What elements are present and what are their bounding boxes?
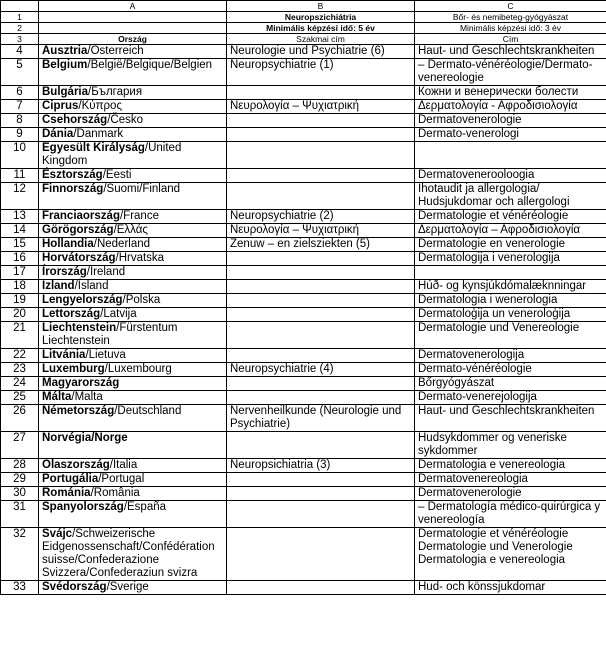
dermatology-title-cell: Dermatologia e venereologia xyxy=(415,459,606,473)
table-row xyxy=(1,142,606,169)
row-number: 32 xyxy=(1,528,39,581)
neuropsychiatry-title-cell: Neurologie und Psychiatrie (6) xyxy=(227,45,415,59)
header-cell-a xyxy=(39,12,227,23)
country-native-name: /United Kingdom xyxy=(42,142,182,167)
header-cell-b: Neuropszichiátria xyxy=(227,12,415,23)
country-cell xyxy=(39,169,227,183)
country-cell xyxy=(39,459,227,473)
neuropsychiatry-title-cell xyxy=(227,266,415,280)
row-number: 19 xyxy=(1,294,39,308)
dermatology-title-cell: Dermatologie et vénéréologie Dermatologie und Venerologie Dermatologia e venereologia xyxy=(415,528,606,581)
header-cell-c: Cím xyxy=(415,34,606,45)
country-name: Lettország xyxy=(42,308,101,320)
country-native-name: /Ísland xyxy=(74,280,109,292)
table-row xyxy=(1,501,606,528)
row-number: 8 xyxy=(1,114,39,128)
neuropsychiatry-title-cell xyxy=(227,169,415,183)
dermatology-title-cell: Dermatovenerooloogia xyxy=(415,169,606,183)
dermatology-title-cell xyxy=(415,266,606,280)
country-name: Ciprus xyxy=(42,100,79,112)
dermatology-title-cell: Dermatovenereologia xyxy=(415,473,606,487)
neuropsychiatry-title-cell: Nervenheilkunde (Neurologie und Psychiatrie) xyxy=(227,405,415,432)
header-row xyxy=(1,12,606,23)
table-row xyxy=(1,266,606,280)
row-number: 22 xyxy=(1,349,39,363)
row-number: 28 xyxy=(1,459,39,473)
dermatology-title-cell xyxy=(415,142,606,169)
dermatology-title-cell: Dermatologija i venerologija xyxy=(415,252,606,266)
country-name: Magyarország xyxy=(42,377,120,389)
table-row xyxy=(1,349,606,363)
country-native-name: /Eesti xyxy=(102,169,132,181)
row-number: 25 xyxy=(1,391,39,405)
row-number: 1 xyxy=(1,12,39,23)
country-native-name: /Κύπρος xyxy=(78,100,122,112)
row-number: 17 xyxy=(1,266,39,280)
country-native-name: /Portugal xyxy=(98,473,145,485)
header-cell-b: Szakmai cím xyxy=(227,34,415,45)
dermatology-title-cell: Dermatologie und Venereologie xyxy=(415,322,606,349)
country-cell xyxy=(39,473,227,487)
neuropsychiatry-title-cell xyxy=(227,183,415,210)
country-name: Románia xyxy=(42,487,91,499)
neuropsychiatry-title-cell xyxy=(227,128,415,142)
row-number: 33 xyxy=(1,581,39,595)
country-cell xyxy=(39,349,227,363)
country-cell xyxy=(39,322,227,349)
neuropsychiatry-title-cell xyxy=(227,294,415,308)
row-number: 12 xyxy=(1,183,39,210)
country-native-name: /België/Belgique/Belgien xyxy=(87,59,213,71)
neuropsychiatry-title-cell xyxy=(227,142,415,169)
country-cell xyxy=(39,528,227,581)
table-row xyxy=(1,128,606,142)
table-row xyxy=(1,280,606,294)
row-number: 13 xyxy=(1,210,39,224)
row-number: 9 xyxy=(1,128,39,142)
country-cell xyxy=(39,308,227,322)
dermatology-title-cell: Húð- og kynsjúkdómalæknningar xyxy=(415,280,606,294)
country-native-name: /Deutschland xyxy=(114,405,182,417)
country-name: Horvátország xyxy=(42,252,116,264)
neuropsychiatry-title-cell xyxy=(227,280,415,294)
neuropsychiatry-title-cell xyxy=(227,252,415,266)
neuropsychiatry-title-cell: Neuropsychiatrie (4) xyxy=(227,363,415,377)
neuropsychiatry-title-cell xyxy=(227,501,415,528)
table-row xyxy=(1,459,606,473)
neuropsychiatry-title-cell: Neuropsychiatrie (2) xyxy=(227,210,415,224)
row-number: 21 xyxy=(1,322,39,349)
country-cell xyxy=(39,266,227,280)
country-name: Svájc xyxy=(42,528,73,540)
country-name: Bulgária xyxy=(42,86,89,98)
country-native-name: /Suomi/Finland xyxy=(103,183,181,195)
row-number: 10 xyxy=(1,142,39,169)
table-row xyxy=(1,308,606,322)
country-native-name: /Nederland xyxy=(93,238,151,250)
country-native-name: /Hrvatska xyxy=(115,252,165,264)
column-letter-row xyxy=(1,1,606,12)
row-number: 20 xyxy=(1,308,39,322)
dermatology-title-cell: Dermatologie et vénéréologie xyxy=(415,210,606,224)
table-row xyxy=(1,238,606,252)
table-row xyxy=(1,377,606,391)
table-row xyxy=(1,294,606,308)
neuropsychiatry-title-cell xyxy=(227,473,415,487)
country-cell xyxy=(39,100,227,114)
table-row xyxy=(1,169,606,183)
country-native-name: /Österreich xyxy=(87,45,144,57)
dermatology-title-cell: Dermatovenerologie xyxy=(415,114,606,128)
country-cell xyxy=(39,280,227,294)
table-row xyxy=(1,473,606,487)
country-name: Ausztria xyxy=(42,45,88,57)
country-name: Portugália xyxy=(42,473,99,485)
neuropsychiatry-title-cell xyxy=(227,432,415,459)
country-cell xyxy=(39,86,227,100)
dermatology-title-cell: Dermatologia i wenerologia xyxy=(415,294,606,308)
dermatology-title-cell: Dermatovenerologija xyxy=(415,349,606,363)
country-native-name: /Danmark xyxy=(73,128,124,140)
neuropsychiatry-title-cell xyxy=(227,377,415,391)
row-number: 16 xyxy=(1,252,39,266)
dermatology-title-cell: Ihotaudit ja allergologia/ Hudsjukdomar och allergologi xyxy=(415,183,606,210)
dermatology-title-cell: Haut- und Geschlechtskrankheiten xyxy=(415,405,606,432)
dermatology-title-cell: Hud- och könssjukdomar xyxy=(415,581,606,595)
country-native-name: /Polska xyxy=(122,294,161,306)
row-number: 6 xyxy=(1,86,39,100)
header-cell-c: Bőr- és nemibeteg-gyógyászat xyxy=(415,12,606,23)
header-cell-b: Minimális képzési idő: 5 év xyxy=(227,23,415,34)
country-cell xyxy=(39,252,227,266)
country-name: Csehország xyxy=(42,114,108,126)
country-native-name: /Česko xyxy=(107,114,143,126)
header-cell-a: Ország xyxy=(39,34,227,45)
country-native-name: /Luxembourg xyxy=(104,363,172,375)
country-cell xyxy=(39,405,227,432)
country-name: Litvánia xyxy=(42,349,86,361)
neuropsychiatry-title-cell: Νευρολογία – Ψυχιατρική xyxy=(227,224,415,238)
neuropsychiatry-title-cell xyxy=(227,528,415,581)
neuropsychiatry-title-cell xyxy=(227,487,415,501)
row-number: 15 xyxy=(1,238,39,252)
country-cell xyxy=(39,581,227,595)
dermatology-title-cell: Hudsykdommer og veneriske sykdommer xyxy=(415,432,606,459)
country-cell xyxy=(39,487,227,501)
table-row xyxy=(1,405,606,432)
table-row xyxy=(1,210,606,224)
country-name: Belgium xyxy=(42,59,88,71)
country-name: Spanyolország xyxy=(42,501,124,513)
country-cell xyxy=(39,142,227,169)
column-letter-c: C xyxy=(415,1,606,12)
header-cell-c: Minimális képzési idő: 3 év xyxy=(415,23,606,34)
country-cell xyxy=(39,59,227,86)
column-letter-a: A xyxy=(39,1,227,12)
country-native-name: /Malta xyxy=(71,391,103,403)
country-native-name: /România xyxy=(90,487,140,499)
country-name: Franciaország xyxy=(42,210,120,222)
country-name: Svédország xyxy=(42,581,107,593)
row-number: 18 xyxy=(1,280,39,294)
table-row xyxy=(1,45,606,59)
row-number: 30 xyxy=(1,487,39,501)
country-native-name: /Sverige xyxy=(106,581,149,593)
neuropsychiatry-title-cell xyxy=(227,308,415,322)
dermatology-title-cell: Δερματολογία - Αφροδισιολογία xyxy=(415,100,606,114)
country-cell xyxy=(39,114,227,128)
country-name: Németország xyxy=(42,405,115,417)
country-name: Írország xyxy=(42,266,87,278)
country-native-name: /Schweizerische Eidgenossenschaft/Confédération suisse/Confederazione Svizzera/Confederaziun svizra xyxy=(42,528,215,579)
table-row xyxy=(1,322,606,349)
country-cell xyxy=(39,391,227,405)
dermatology-title-cell: Dermatologie en venerologie xyxy=(415,238,606,252)
table-row xyxy=(1,183,606,210)
table-row xyxy=(1,487,606,501)
country-native-name: /Norge xyxy=(91,432,128,444)
country-native-name: /България xyxy=(88,86,143,98)
table-row xyxy=(1,363,606,377)
country-native-name: /Fürstentum Liechtenstein xyxy=(42,322,178,347)
dermatology-title-cell: Dermatovenerologie xyxy=(415,487,606,501)
dermatology-title-cell: – Dermatología médico-quirúrgica y venereología xyxy=(415,501,606,528)
country-name: Izland xyxy=(42,280,75,292)
country-native-name: /Ireland xyxy=(86,266,126,278)
country-cell xyxy=(39,363,227,377)
row-number: 23 xyxy=(1,363,39,377)
country-name: Észtország xyxy=(42,169,103,181)
country-native-name: /France xyxy=(119,210,159,222)
row-number: 5 xyxy=(1,59,39,86)
country-cell xyxy=(39,224,227,238)
row-number: 3 xyxy=(1,34,39,45)
table-row xyxy=(1,581,606,595)
country-name: Hollandia xyxy=(42,238,94,250)
neuropsychiatry-title-cell xyxy=(227,114,415,128)
column-letter-b: B xyxy=(227,1,415,12)
neuropsychiatry-title-cell xyxy=(227,581,415,595)
table-row xyxy=(1,528,606,581)
neuropsychiatry-title-cell xyxy=(227,86,415,100)
dermatology-title-cell: Dermato-venerologi xyxy=(415,128,606,142)
country-cell xyxy=(39,45,227,59)
dermatology-title-cell: Dermato-venerejologija xyxy=(415,391,606,405)
row-number: 24 xyxy=(1,377,39,391)
country-cell xyxy=(39,294,227,308)
country-native-name: /Lietuva xyxy=(85,349,126,361)
country-name: Dánia xyxy=(42,128,74,140)
neuropsychiatry-title-cell: Neuropsychiatrie (1) xyxy=(227,59,415,86)
dermatology-title-cell: – Dermato-vénéréologie/Dermato-venereologie xyxy=(415,59,606,86)
corner-cell xyxy=(1,1,39,12)
header-row xyxy=(1,34,606,45)
table-row xyxy=(1,224,606,238)
header-cell-a xyxy=(39,23,227,34)
country-name: Finnország xyxy=(42,183,104,195)
row-number: 2 xyxy=(1,23,39,34)
country-cell xyxy=(39,238,227,252)
country-cell xyxy=(39,501,227,528)
country-name: Norvégia xyxy=(42,432,92,444)
neuropsychiatry-title-cell: Zenuw – en zielsziekten (5) xyxy=(227,238,415,252)
dermatology-title-cell: Δερματολογία – Αφροδισιολογία xyxy=(415,224,606,238)
table-row xyxy=(1,252,606,266)
country-name: Liechtenstein xyxy=(42,322,117,334)
row-number: 11 xyxy=(1,169,39,183)
row-number: 31 xyxy=(1,501,39,528)
country-name: Olaszország xyxy=(42,459,110,471)
country-name: Luxemburg xyxy=(42,363,105,375)
dermatology-title-cell: Dermatoloģija un veneroloģija xyxy=(415,308,606,322)
neuropsychiatry-title-cell xyxy=(227,322,415,349)
country-native-name: /Italia xyxy=(109,459,138,471)
table-row xyxy=(1,86,606,100)
country-native-name: /Latvija xyxy=(100,308,137,320)
row-number: 29 xyxy=(1,473,39,487)
country-name: Málta xyxy=(42,391,72,403)
table-row xyxy=(1,59,606,86)
dermatology-title-cell: Bőrgyógyászat xyxy=(415,377,606,391)
country-cell xyxy=(39,210,227,224)
country-cell xyxy=(39,128,227,142)
table-row xyxy=(1,114,606,128)
country-name: Egyesült Királyság xyxy=(42,142,145,154)
header-row xyxy=(1,23,606,34)
country-name: Lengyelország xyxy=(42,294,123,306)
table-row xyxy=(1,391,606,405)
dermatology-title-cell: Haut- und Geschlechtskrankheiten xyxy=(415,45,606,59)
row-number: 4 xyxy=(1,45,39,59)
neuropsychiatry-title-cell xyxy=(227,391,415,405)
country-native-name: /Ελλάς xyxy=(113,224,148,236)
country-cell xyxy=(39,432,227,459)
country-cell xyxy=(39,377,227,391)
country-native-name: /España xyxy=(123,501,167,513)
country-cell xyxy=(39,183,227,210)
table-row xyxy=(1,100,606,114)
row-number: 7 xyxy=(1,100,39,114)
table-row xyxy=(1,432,606,459)
neuropsychiatry-title-cell xyxy=(227,349,415,363)
neuropsychiatry-title-cell: Νευρολογία – Ψυχιατρική xyxy=(227,100,415,114)
row-number: 26 xyxy=(1,405,39,432)
neuropsychiatry-title-cell: Neuropsichiatria (3) xyxy=(227,459,415,473)
dermatology-title-cell: Dermato-vénéréologie xyxy=(415,363,606,377)
row-number: 27 xyxy=(1,432,39,459)
dermatology-title-cell: Кожни и венерически болести xyxy=(415,86,606,100)
row-number: 14 xyxy=(1,224,39,238)
country-name: Görögország xyxy=(42,224,114,236)
